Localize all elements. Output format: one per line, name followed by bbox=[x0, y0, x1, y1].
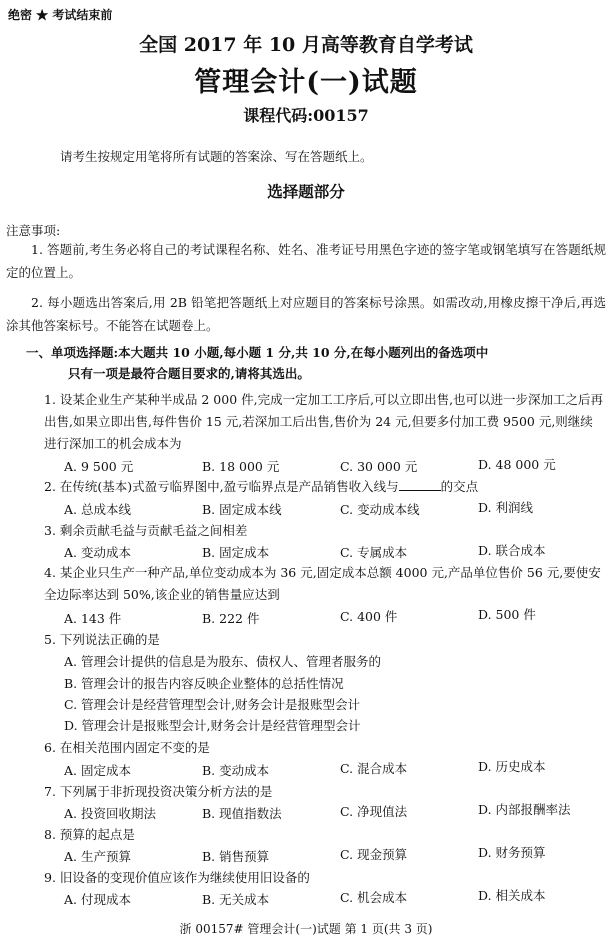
part-heading-line2: 只有一项是最符合题目要求的,请将其选出。 bbox=[68, 366, 310, 381]
question-6-option-a: A. 固定成本 bbox=[64, 763, 131, 778]
question-8-stem: 8. 预算的起点是 bbox=[44, 827, 135, 842]
question-6-option-c: C. 混合成本 bbox=[340, 761, 408, 776]
question-7-option-b: B. 现值指数法 bbox=[202, 806, 282, 821]
exam-title: 管理会计(一)试题 bbox=[194, 67, 418, 98]
exam-title-line1: 全国 2017 年 10 月高等教育自学考试 bbox=[139, 34, 473, 56]
question-2-option-b: B. 固定成本线 bbox=[202, 502, 282, 517]
question-1-option-c: C. 30 000 元 bbox=[340, 459, 418, 474]
question-1-option-d: D. 48 000 元 bbox=[478, 457, 556, 472]
question-2-stem-text: 2. 在传统(基本)式盈亏临界图中,盈亏临界点是产品销售收入线与 bbox=[44, 479, 399, 494]
question-2-option-a: A. 总成本线 bbox=[64, 502, 131, 517]
question-1-option-b: B. 18 000 元 bbox=[202, 459, 280, 474]
question-9-option-a: A. 付现成本 bbox=[64, 892, 131, 907]
question-3-stem: 3. 剩余贡献毛益与贡献毛益之间相差 bbox=[44, 523, 248, 538]
question-8-option-d: D. 财务预算 bbox=[478, 845, 546, 860]
question-7-option-a: A. 投资回收期法 bbox=[64, 806, 156, 821]
question-4-option-a: A. 143 件 bbox=[64, 611, 122, 626]
question-9-option-b: B. 无关成本 bbox=[202, 892, 270, 907]
question-9-option-c: C. 机会成本 bbox=[340, 890, 408, 905]
question-5-stem: 5. 下列说法正确的是 bbox=[44, 632, 160, 647]
question-6-option-b: B. 变动成本 bbox=[202, 763, 270, 778]
question-4-option-d: D. 500 件 bbox=[478, 607, 536, 622]
question-5-option-b: B. 管理会计的报告内容反映企业整体的总括性情况 bbox=[64, 676, 344, 691]
question-7-option-c: C. 净现值法 bbox=[340, 804, 408, 819]
question-4-option-c: C. 400 件 bbox=[340, 609, 398, 624]
question-4-option-b: B. 222 件 bbox=[202, 611, 260, 626]
part-heading bbox=[26, 342, 602, 384]
answer-blank bbox=[399, 478, 441, 491]
notes-title: 注意事项: bbox=[6, 223, 61, 238]
section-title: 选择题部分 bbox=[267, 182, 345, 201]
page-footer: 浙 00157# 管理会计(一)试题 第 1 页(共 3 页) bbox=[179, 922, 433, 936]
question-3-option-d: D. 联合成本 bbox=[478, 543, 546, 558]
question-8-option-b: B. 销售预算 bbox=[202, 849, 270, 864]
question-8-option-c: C. 现金预算 bbox=[340, 847, 408, 862]
question-6-stem: 6. 在相关范围内固定不变的是 bbox=[44, 740, 210, 755]
question-3-option-b: B. 固定成本 bbox=[202, 545, 270, 560]
question-4-stem: 4. 某企业只生产一种产品,单位变动成本为 36 元,固定成本总额 4000 元,产品单位售价 56 元,要使安全边际率达到 50%,该企业的销售量应达到 bbox=[44, 565, 601, 602]
question-5-option-a: A. 管理会计提供的信息是为股东、债权人、管理者服务的 bbox=[64, 654, 381, 669]
question-2-option-c: C. 变动成本线 bbox=[340, 502, 420, 517]
question-5-option-c: C. 管理会计是经营管理型会计,财务会计是报账型会计 bbox=[64, 697, 361, 712]
note-item: 2. 每小题选出答案后,用 2B 铅笔把答题纸上对应题目的答案标号涂黑。如需改动,用橡皮擦干净后,再选涂其他答案标号。不能答在试题卷上。 bbox=[6, 295, 606, 333]
question-7-stem: 7. 下列属于非折现投资决策分析方法的是 bbox=[44, 784, 273, 799]
question-3-option-c: C. 专属成本 bbox=[340, 545, 408, 560]
question-8-option-a: A. 生产预算 bbox=[64, 849, 131, 864]
question-7-option-d: D. 内部报酬率法 bbox=[478, 802, 571, 817]
question-2-stem bbox=[44, 476, 604, 498]
question-2-stem-end: 的交点 bbox=[440, 479, 479, 494]
note-item: 1. 答题前,考生务必将自己的考试课程名称、姓名、准考证号用黑色字迹的签字笔或钢笔填写在答题纸规定的位置上。 bbox=[6, 242, 606, 280]
course-code: 课程代码:00157 bbox=[243, 106, 369, 125]
question-2-option-d: D. 利润线 bbox=[478, 500, 534, 515]
question-9-option-d: D. 相关成本 bbox=[478, 888, 546, 903]
part-heading-line1: 一、单项选择题:本大题共 10 小题,每小题 1 分,共 10 分,在每小题列出的备选项中 bbox=[26, 345, 489, 360]
confidential-label: 绝密 ★ 考试结束前 bbox=[8, 8, 113, 22]
question-3-option-a: A. 变动成本 bbox=[64, 545, 131, 560]
question-6-option-d: D. 历史成本 bbox=[478, 759, 546, 774]
instruction: 请考生按规定用笔将所有试题的答案涂、写在答题纸上。 bbox=[60, 149, 373, 164]
question-1-option-a: A. 9 500 元 bbox=[64, 459, 134, 474]
question-5-option-d: D. 管理会计是报账型会计,财务会计是经营管理型会计 bbox=[64, 718, 361, 733]
question-1-stem: 1. 设某企业生产某种半成品 2 000 件,完成一定加工工序后,可以立即出售,也可以进一步深加工之后再出售,如果立即出售,每件售价 15 元,若深加工后出售,售价为 24 元,但要多付加工费 9500 元,则继续进行深加工的机会成本为 bbox=[44, 392, 604, 451]
question-9-stem: 9. 旧设备的变现价值应该作为继续使用旧设备的 bbox=[44, 870, 310, 885]
